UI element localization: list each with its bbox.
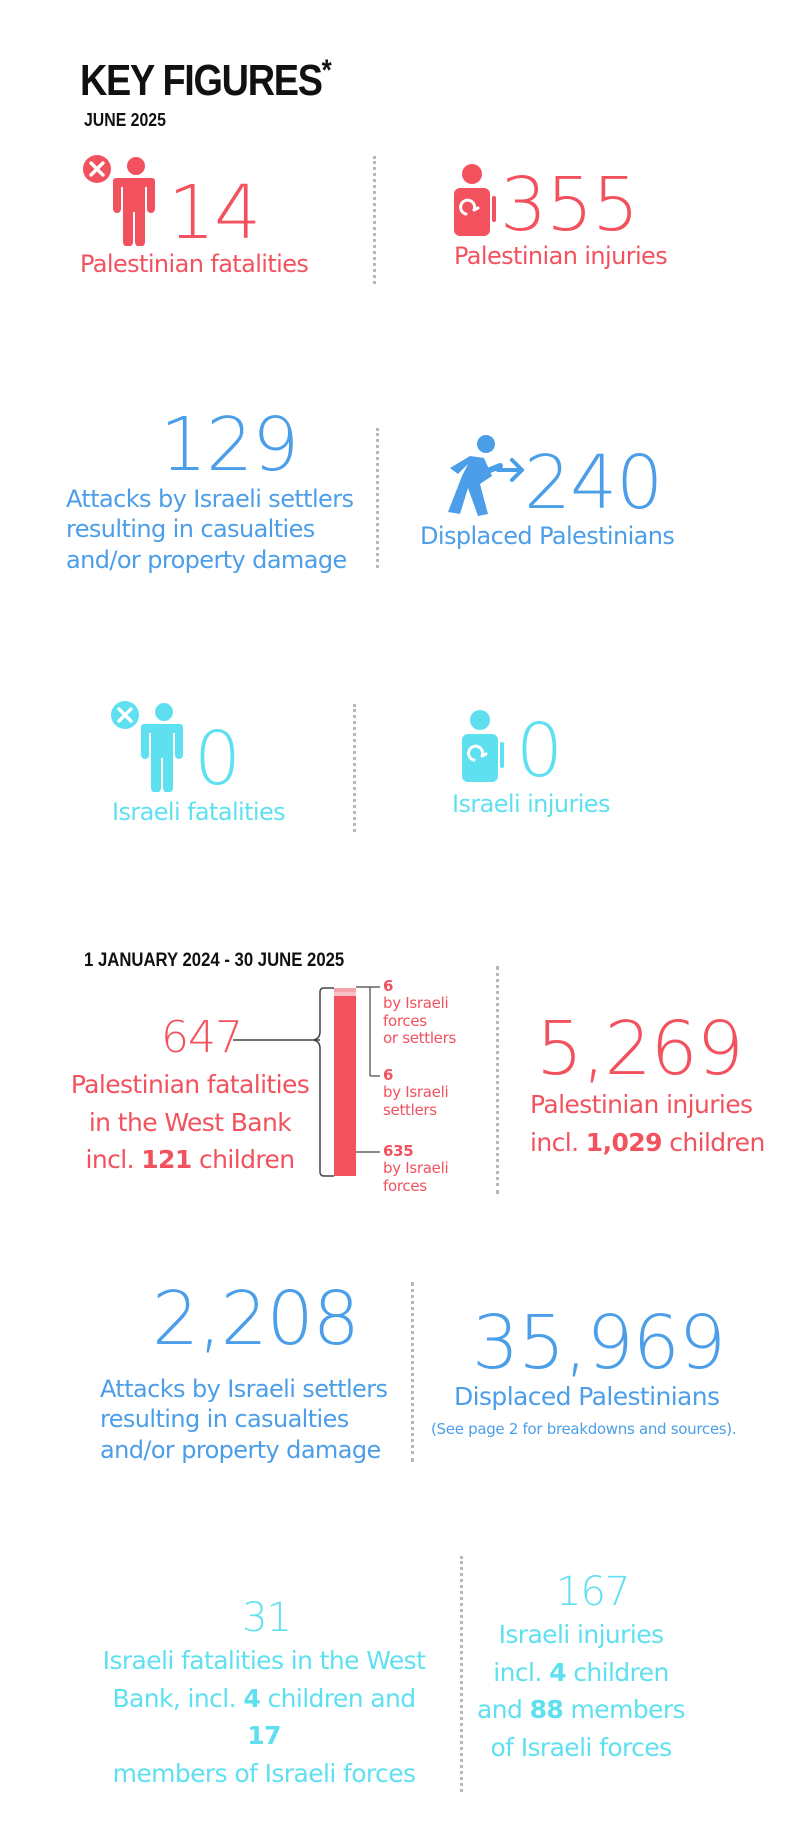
cum-isr-fatalities-value: 31 [242,1595,291,1641]
june-isr-fatalities-value: 0 [194,716,241,802]
breakdown-settlers: 6 by Israeli settlers [383,1066,449,1119]
cum-displaced-label: Displaced Palestinians [454,1382,720,1411]
bar-segment-forces [334,996,356,1176]
cum-pal-fatalities-label: Palestinian fatalities in the West Bank incl. 121 children [70,1070,310,1174]
cum-settler-attacks-label: Attacks by Israeli settlers resulting in casualties and/or property damage [100,1375,388,1464]
period-label-june: JUNE 2025 [84,110,166,130]
june-pal-injuries-label: Palestinian injuries [454,242,668,270]
divider [460,1556,463,1792]
june-pal-fatalities-value: 14 [168,170,261,256]
june-settler-attacks-value: 129 [160,402,299,488]
cum-pal-injuries-value: 5,269 [536,1006,743,1092]
june-pal-injuries-value: 355 [500,162,639,248]
june-displaced-value: 240 [524,440,663,526]
divider [376,428,379,568]
june-settler-attacks-label: Attacks by Israeli settlers resulting in casualties and/or property damage [66,485,354,574]
cum-displaced-note: (See page 2 for breakdowns and sources). [431,1420,737,1438]
person-injured-icon [460,710,508,787]
person-injured-icon [452,164,500,241]
bar-segment-settlers [334,992,356,996]
person-killed-icon [110,700,192,797]
person-killed-icon [82,154,164,251]
june-displaced-label: Displaced Palestinians [420,522,675,550]
divider [373,156,376,284]
bar-segment-forces-or-settlers [334,988,356,992]
june-isr-injuries-label: Israeli injuries [452,790,610,818]
fatalities-breakdown-bar [230,984,390,1204]
divider [411,1282,414,1462]
cum-settler-attacks-value: 2,208 [152,1276,359,1362]
divider [496,966,499,1194]
page-title: KEY FIGURES* [80,54,331,105]
cum-pal-injuries-label: Palestinian injuries incl. 1,029 children [530,1090,765,1157]
breakdown-forces-or-settlers: 6 by Israeli forces or settlers [383,977,456,1047]
cum-isr-injuries-label: Israeli injuries incl. 4 children and 88 members of Israeli forces [477,1620,685,1762]
june-isr-fatalities-label: Israeli fatalities [112,798,286,826]
cum-displaced-value: 35,969 [472,1300,725,1386]
cum-isr-fatalities-label: Israeli fatalities in the West Bank, incl. 4 children and 17 members of Israeli forces [102,1646,426,1788]
june-isr-injuries-value: 0 [516,708,563,794]
breakdown-forces: 635 by Israeli forces [383,1142,449,1195]
divider [353,704,356,832]
cum-isr-injuries-value: 167 [556,1569,630,1615]
june-pal-fatalities-label: Palestinian fatalities [80,250,309,278]
period-label-cumulative: 1 JANUARY 2024 - 30 JUNE 2025 [84,950,345,971]
person-displaced-icon [440,434,530,521]
cum-pal-fatalities-value: 647 [161,1012,242,1063]
